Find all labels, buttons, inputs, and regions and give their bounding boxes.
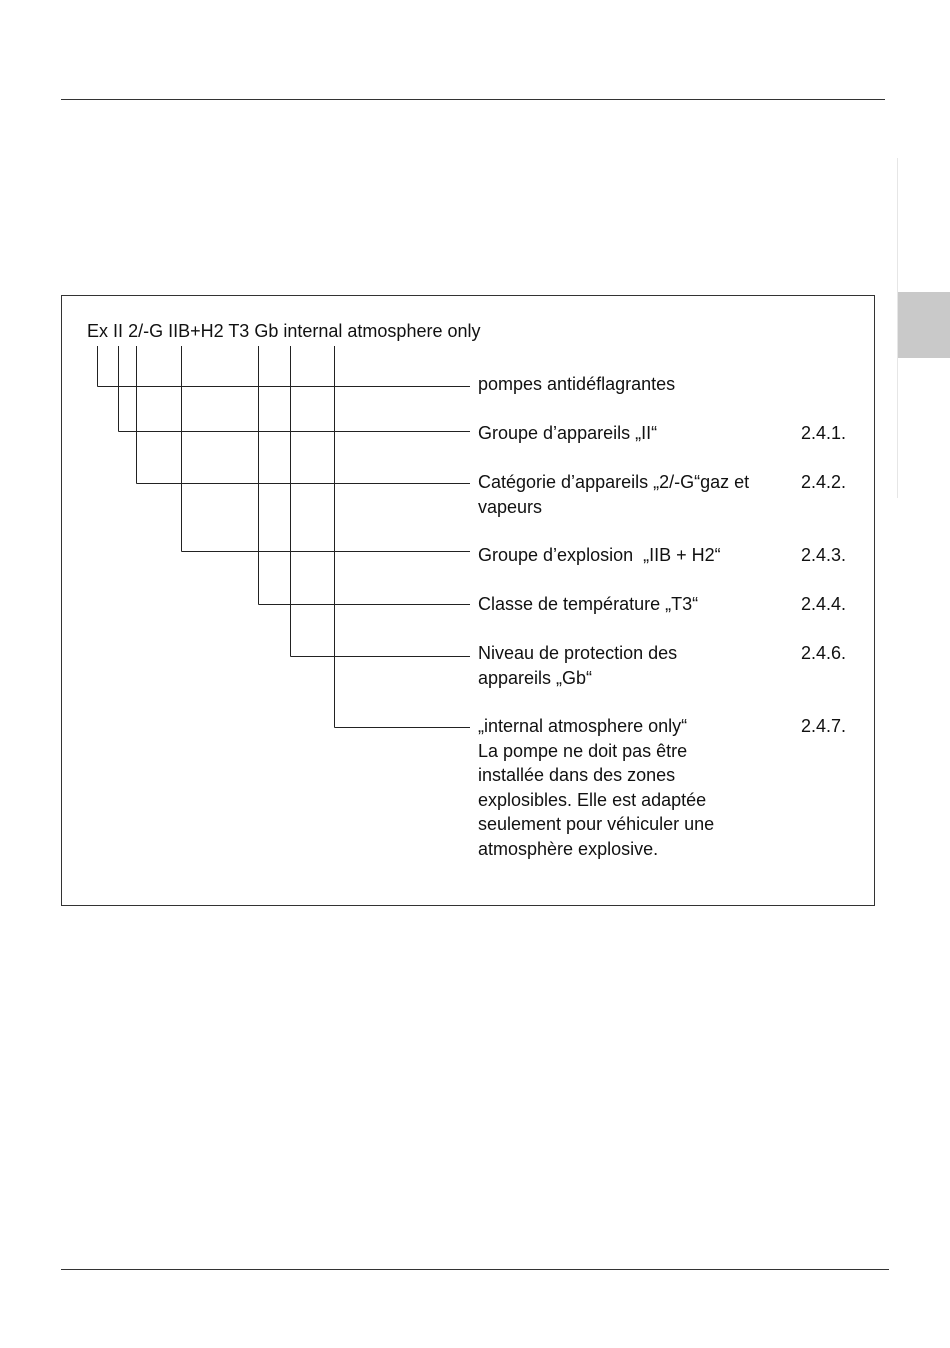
- ref-equipment-category: 2.4.2.: [801, 472, 847, 492]
- code-group: II: [113, 321, 124, 341]
- footer-rule: [61, 1269, 889, 1270]
- ref-equipment-group: 2.4.1.: [801, 423, 847, 443]
- marking-code: [87, 319, 481, 343]
- desc-equipment-group: Groupe d’appareils „II“: [478, 423, 658, 443]
- code-category: 2/-G: [128, 321, 164, 341]
- desc-temperature-class: Classe de température „T3“: [478, 594, 699, 614]
- ref-internal-atmosphere: 2.4.7.: [801, 716, 847, 736]
- code-protection-level: Gb: [254, 321, 279, 341]
- ref-protection-level: 2.4.6.: [801, 643, 847, 663]
- ref-temperature-class: 2.4.4.: [801, 594, 847, 614]
- code-explosion-group: IIB+H2: [168, 321, 224, 341]
- ref-explosion-group: 2.4.3.: [801, 545, 847, 565]
- desc-pump-type: pompes antidéflagrantes: [478, 374, 676, 394]
- code-temperature-class: T3: [228, 321, 250, 341]
- code-note: internal atmosphere only: [283, 321, 481, 341]
- code-ex: Ex: [87, 321, 109, 341]
- desc-equipment-category: Catégorie d’appareils „2/-G“gaz et vapeurs: [478, 472, 750, 517]
- desc-explosion-group: Groupe d’explosion „IIB + H2“: [478, 545, 721, 565]
- chapter-tab: [898, 292, 950, 358]
- desc-internal-atmosphere: „internal atmosphere only“ La pompe ne doit pas être installée dans des zones explosibles. Elle est adaptée seulement pour véhiculer une atmosphère explosive.: [478, 716, 715, 859]
- desc-protection-level: Niveau de protection des appareils „Gb“: [478, 643, 678, 688]
- header-rule: [61, 99, 885, 100]
